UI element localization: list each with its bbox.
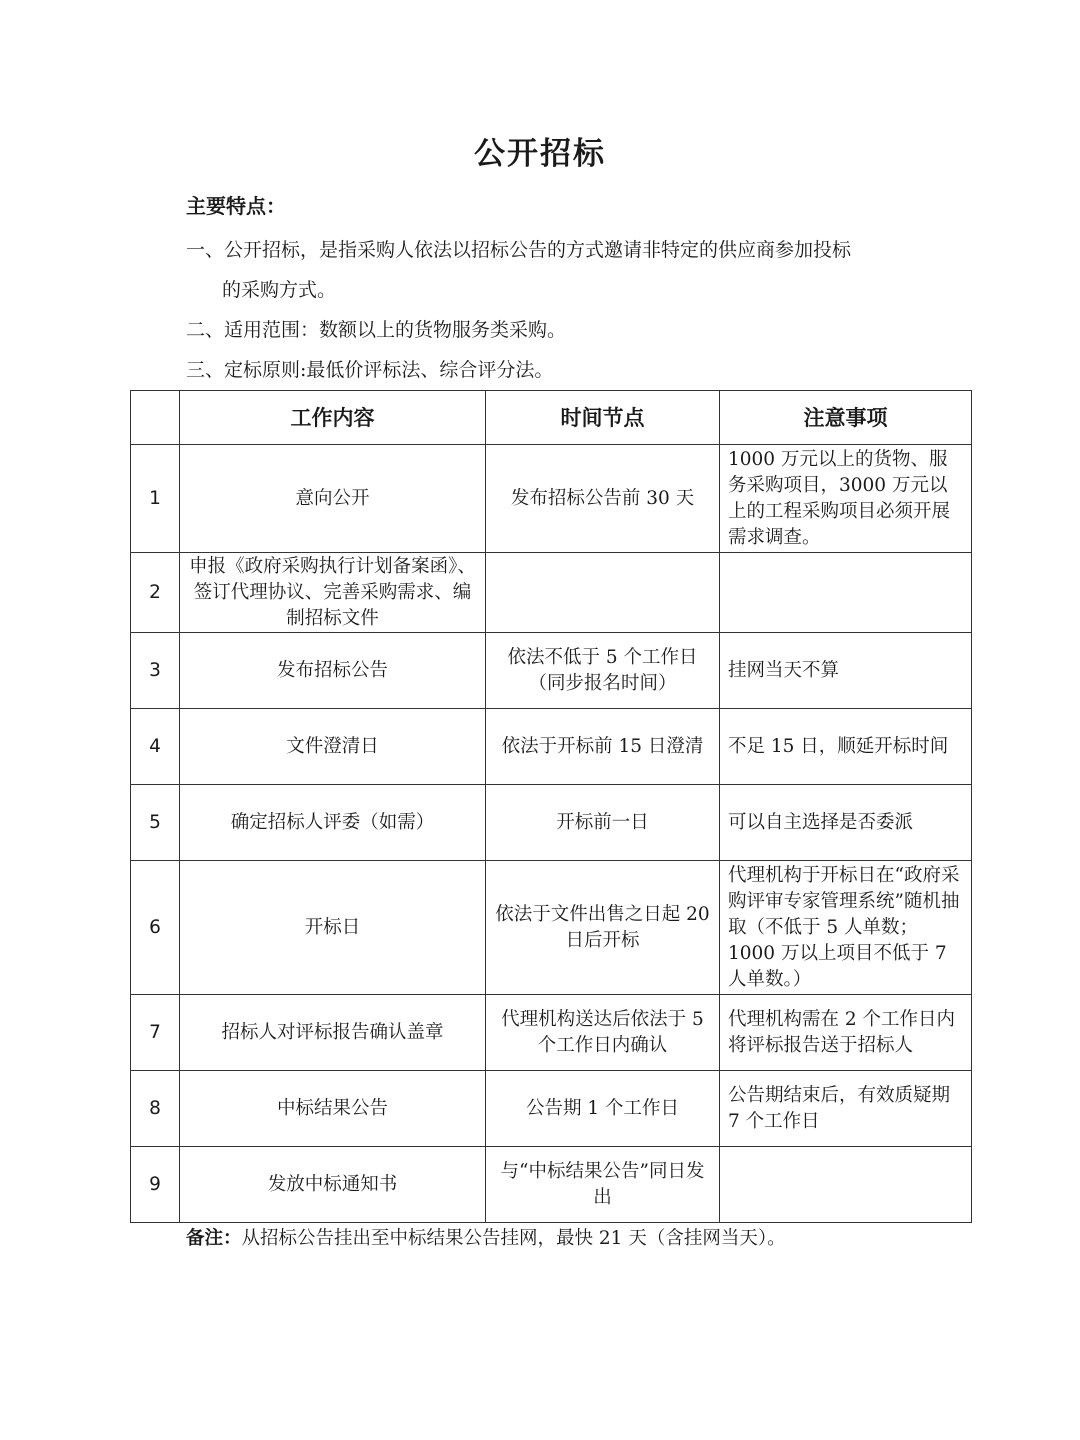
section-heading: 主要特点： (186, 194, 286, 218)
row-time: 与“中标结果公告”同日发出 (486, 1147, 720, 1223)
row-note: 挂网当天不算 (720, 633, 972, 709)
point-1-line2: 的采购方式。 (222, 279, 337, 301)
header-time: 时间节点 (486, 391, 720, 445)
point-1-line1: 一、公开招标，是指采购人依法以招标公告的方式邀请非特定的供应商参加投标 (186, 239, 852, 261)
row-num: 7 (131, 995, 180, 1071)
row-note (720, 553, 972, 633)
table-row (131, 1147, 972, 1223)
row-note: 代理机构需在 2 个工作日内将评标报告送于招标人 (720, 995, 972, 1071)
row-task: 文件澄清日 (180, 709, 486, 785)
row-note: 代理机构于开标日在“政府采购评审专家管理系统”随机抽取（不低于 5 人单数；1000 万以上项目不低于 7 人单数。） (720, 861, 972, 995)
row-num: 4 (131, 709, 180, 785)
row-time: 依法于开标前 15 日澄清 (486, 709, 720, 785)
row-num: 1 (131, 445, 180, 553)
row-num: 6 (131, 861, 180, 995)
table-row (131, 785, 972, 861)
table-row (131, 445, 972, 553)
row-note: 公告期结束后，有效质疑期 7 个工作日 (720, 1071, 972, 1147)
table-header-row (131, 391, 972, 445)
header-note: 注意事项 (720, 391, 972, 445)
row-task: 招标人对评标报告确认盖章 (180, 995, 486, 1071)
row-task: 发放中标通知书 (180, 1147, 486, 1223)
row-note (720, 1147, 972, 1223)
page-title: 公开招标 (474, 136, 606, 172)
table-row (131, 553, 972, 633)
row-task: 确定招标人评委（如需） (180, 785, 486, 861)
procedure-table (130, 390, 972, 1223)
remark-label: 备注： (186, 1228, 242, 1249)
table-row (131, 995, 972, 1071)
row-time: 依法不低于 5 个工作日（同步报名时间） (486, 633, 720, 709)
row-num: 5 (131, 785, 180, 861)
row-time: 依法于文件出售之日起 20 日后开标 (486, 861, 720, 995)
row-num: 3 (131, 633, 180, 709)
table-row (131, 709, 972, 785)
row-task: 发布招标公告 (180, 633, 486, 709)
row-time: 发布招标公告前 30 天 (486, 445, 720, 553)
row-time: 开标前一日 (486, 785, 720, 861)
row-time (486, 553, 720, 633)
table-row (131, 1071, 972, 1147)
row-note: 可以自主选择是否委派 (720, 785, 972, 861)
point-3: 三、定标原则:最低价评标法、综合评分法。 (186, 359, 554, 381)
row-task: 开标日 (180, 861, 486, 995)
row-num: 9 (131, 1147, 180, 1223)
row-task: 申报《政府采购执行计划备案函》、签订代理协议、完善采购需求、编制招标文件 (180, 553, 486, 633)
row-task: 中标结果公告 (180, 1071, 486, 1147)
header-task: 工作内容 (180, 391, 486, 445)
point-2: 二、适用范围：数额以上的货物服务类采购。 (186, 319, 567, 341)
table-row (131, 633, 972, 709)
remark-text: 从招标公告挂出至中标结果公告挂网，最快 21 天（含挂网当天）。 (241, 1228, 786, 1249)
point-1 (186, 230, 906, 310)
remark (186, 1224, 786, 1250)
row-note: 不足 15 日，顺延开标时间 (720, 709, 972, 785)
row-time: 公告期 1 个工作日 (486, 1071, 720, 1147)
row-time: 代理机构送达后依法于 5 个工作日内确认 (486, 995, 720, 1071)
row-note: 1000 万元以上的货物、服务采购项目，3000 万元以上的工程采购项目必须开展需求调查。 (720, 445, 972, 553)
table-row (131, 861, 972, 995)
row-num: 8 (131, 1071, 180, 1147)
row-num: 2 (131, 553, 180, 633)
header-num (131, 391, 180, 445)
row-task: 意向公开 (180, 445, 486, 553)
